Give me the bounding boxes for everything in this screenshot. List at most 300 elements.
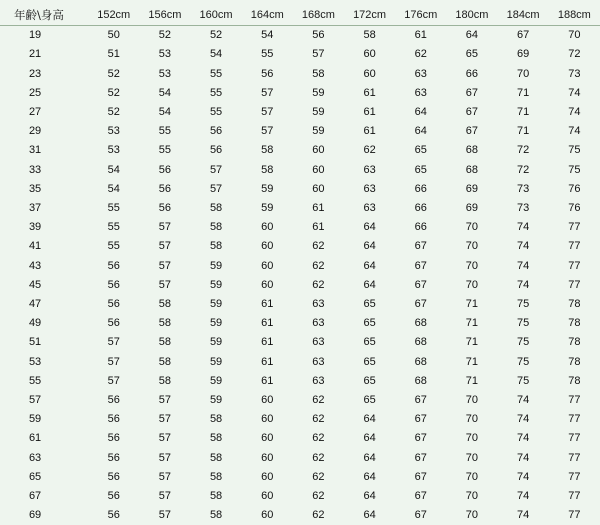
cell-24-6: 67 [414,490,427,503]
cell-17-5: 65 [363,355,376,368]
row-header-16: 51 [28,336,42,349]
cell-8-6: 66 [414,182,427,195]
column-header-2: 160cm [190,6,241,26]
cell-20-6: 67 [414,413,427,426]
cell-8-2: 57 [209,182,223,195]
cell-1-7: 65 [465,48,479,61]
cell-1-0: 51 [107,48,120,61]
cell-21-9: 77 [568,432,581,445]
cell-0-1: 52 [158,29,172,42]
cell-16-7: 71 [465,336,479,349]
cell-2-3: 56 [261,67,274,80]
table-row [0,141,600,160]
table-row [0,295,600,314]
column-header-6: 176cm [395,6,446,26]
cell-23-2: 58 [209,470,223,483]
cell-8-0: 54 [107,182,120,195]
cell-19-7: 70 [465,394,479,407]
cell-18-3: 61 [261,374,274,387]
cell-3-1: 54 [158,86,172,99]
cell-14-1: 58 [158,298,172,311]
cell-19-9: 77 [568,394,581,407]
cell-0-4: 56 [312,29,325,42]
row-header-20: 59 [28,413,42,426]
table-row [0,429,600,448]
cell-17-4: 63 [312,355,325,368]
header-row [0,6,600,26]
cell-14-4: 63 [312,298,325,311]
cell-14-3: 61 [261,298,274,311]
cell-7-8: 72 [516,163,530,176]
table-row [0,45,600,64]
cell-14-8: 75 [516,298,530,311]
cell-20-8: 74 [516,413,530,426]
cell-0-9: 70 [568,29,581,42]
table-row [0,391,600,410]
cell-16-4: 63 [312,336,325,349]
cell-14-2: 59 [209,298,223,311]
cell-25-8: 74 [516,509,530,522]
cell-18-7: 71 [465,374,479,387]
cell-7-4: 60 [312,163,325,176]
row-header-25: 69 [28,509,42,522]
cell-0-3: 54 [261,29,274,42]
cell-6-1: 55 [158,144,172,157]
row-header-23: 65 [28,470,42,483]
cell-6-2: 56 [209,144,223,157]
cell-17-6: 68 [414,355,427,368]
cell-17-2: 59 [209,355,223,368]
cell-25-1: 57 [158,509,172,522]
cell-7-9: 75 [568,163,581,176]
cell-6-6: 65 [414,144,427,157]
cell-10-8: 74 [516,221,530,234]
row-header-8: 35 [28,182,42,195]
cell-22-7: 70 [465,451,479,464]
cell-3-7: 67 [465,86,479,99]
cell-5-2: 56 [209,125,223,138]
cell-9-2: 58 [209,202,223,215]
cell-5-1: 55 [158,125,172,138]
cell-15-8: 75 [516,317,530,330]
cell-11-5: 64 [363,240,376,253]
cell-13-9: 77 [568,278,581,291]
cell-23-3: 60 [261,470,274,483]
cell-13-6: 67 [414,278,427,291]
cell-5-8: 71 [516,125,530,138]
cell-11-3: 60 [261,240,274,253]
cell-1-8: 69 [516,48,530,61]
cell-8-7: 69 [465,182,479,195]
cell-24-5: 64 [363,490,376,503]
cell-17-3: 61 [261,355,274,368]
cell-2-6: 63 [414,67,427,80]
cell-16-0: 57 [107,336,120,349]
cell-14-9: 78 [568,298,581,311]
cell-25-7: 70 [465,509,479,522]
cell-6-4: 60 [312,144,325,157]
cell-12-3: 60 [261,259,274,272]
cell-8-4: 60 [312,182,325,195]
cell-25-5: 64 [363,509,376,522]
cell-2-5: 60 [363,67,376,80]
cell-2-2: 55 [209,67,223,80]
cell-20-5: 64 [363,413,376,426]
cell-24-7: 70 [465,490,479,503]
cell-9-7: 69 [465,202,479,215]
cell-4-3: 57 [261,106,274,119]
cell-21-0: 56 [107,432,120,445]
table-row [0,468,600,487]
cell-11-8: 74 [516,240,530,253]
cell-24-1: 57 [158,490,172,503]
cell-8-9: 76 [568,182,581,195]
cell-12-6: 67 [414,259,427,272]
cell-7-0: 54 [107,163,120,176]
cell-15-3: 61 [261,317,274,330]
cell-10-9: 77 [568,221,581,234]
table-header [0,6,600,26]
cell-15-1: 58 [158,317,172,330]
cell-0-8: 67 [516,29,530,42]
cell-16-5: 65 [363,336,376,349]
cell-21-4: 62 [312,432,325,445]
cell-13-0: 56 [107,278,120,291]
table-row [0,372,600,391]
cell-22-1: 57 [158,451,172,464]
cell-4-0: 52 [107,106,120,119]
cell-11-0: 55 [107,240,120,253]
cell-7-5: 63 [363,163,376,176]
cell-23-8: 74 [516,470,530,483]
table-row [0,257,600,276]
cell-3-5: 61 [363,86,376,99]
cell-4-7: 67 [465,106,479,119]
cell-24-0: 56 [107,490,120,503]
cell-16-6: 68 [414,336,427,349]
cell-14-5: 65 [363,298,376,311]
row-header-6: 31 [28,144,42,157]
cell-12-9: 77 [568,259,581,272]
cell-5-6: 64 [414,125,427,138]
corner-header-age-height: 年齢\身高 [0,6,88,26]
cell-20-3: 60 [261,413,274,426]
cell-0-2: 52 [209,29,223,42]
cell-10-6: 66 [414,221,427,234]
cell-10-3: 60 [261,221,274,234]
table-row [0,122,600,141]
cell-21-7: 70 [465,432,479,445]
cell-22-3: 60 [261,451,274,464]
cell-11-7: 70 [465,240,479,253]
table-row [0,276,600,295]
cell-22-6: 67 [414,451,427,464]
height-age-weight-table [0,6,600,525]
cell-24-2: 58 [209,490,223,503]
cell-23-1: 57 [158,470,172,483]
cell-21-8: 74 [516,432,530,445]
cell-15-6: 68 [414,317,427,330]
column-header-1: 156cm [139,6,190,26]
cell-16-8: 75 [516,336,530,349]
cell-3-3: 57 [261,86,274,99]
cell-9-0: 55 [107,202,120,215]
cell-12-2: 59 [209,259,223,272]
cell-6-8: 72 [516,144,530,157]
cell-22-5: 64 [363,451,376,464]
cell-16-1: 58 [158,336,172,349]
cell-6-7: 68 [465,144,479,157]
table-row [0,506,600,525]
cell-2-9: 73 [568,67,581,80]
cell-12-0: 56 [107,259,120,272]
cell-22-8: 74 [516,451,530,464]
cell-15-2: 59 [209,317,223,330]
cell-25-3: 60 [261,509,274,522]
cell-7-7: 68 [465,163,479,176]
cell-11-4: 62 [312,240,325,253]
table-row [0,353,600,372]
cell-1-5: 60 [363,48,376,61]
column-header-5: 172cm [344,6,395,26]
cell-1-6: 62 [414,48,427,61]
row-header-9: 37 [28,202,42,215]
table-row [0,199,600,218]
cell-1-3: 55 [261,48,274,61]
cell-9-9: 76 [568,202,581,215]
cell-23-0: 56 [107,470,120,483]
cell-25-0: 56 [107,509,120,522]
cell-10-0: 55 [107,221,120,234]
row-header-14: 47 [28,298,42,311]
cell-19-1: 57 [158,394,172,407]
row-header-13: 45 [28,278,42,291]
cell-7-3: 58 [261,163,274,176]
row-header-15: 49 [28,317,42,330]
cell-1-2: 54 [209,48,223,61]
cell-23-5: 64 [363,470,376,483]
cell-23-6: 67 [414,470,427,483]
cell-22-9: 77 [568,451,581,464]
cell-15-0: 56 [107,317,120,330]
cell-11-6: 67 [414,240,427,253]
cell-22-2: 58 [209,451,223,464]
table-row [0,314,600,333]
row-header-17: 53 [28,355,42,368]
cell-16-9: 78 [568,336,581,349]
cell-18-1: 58 [158,374,172,387]
cell-6-3: 58 [261,144,274,157]
cell-7-2: 57 [209,163,223,176]
cell-18-8: 75 [516,374,530,387]
cell-2-8: 70 [516,67,530,80]
cell-9-6: 66 [414,202,427,215]
cell-10-5: 64 [363,221,376,234]
cell-3-2: 55 [209,86,223,99]
cell-24-9: 77 [568,490,581,503]
row-header-21: 61 [28,432,42,445]
cell-19-3: 60 [261,394,274,407]
row-header-5: 29 [28,125,42,138]
column-header-0: 152cm [88,6,139,26]
cell-11-1: 57 [158,240,172,253]
cell-22-0: 56 [107,451,120,464]
table-row [0,180,600,199]
row-header-2: 23 [28,67,42,80]
cell-20-4: 62 [312,413,325,426]
row-header-0: 19 [28,29,42,42]
cell-1-4: 57 [312,48,325,61]
row-header-24: 67 [28,490,42,503]
cell-3-0: 52 [107,86,120,99]
cell-11-9: 77 [568,240,581,253]
cell-23-4: 62 [312,470,325,483]
cell-19-8: 74 [516,394,530,407]
cell-6-5: 62 [363,144,376,157]
cell-19-0: 56 [107,394,120,407]
cell-18-6: 68 [414,374,427,387]
cell-3-4: 59 [312,86,325,99]
cell-5-4: 59 [312,125,325,138]
cell-17-1: 58 [158,355,172,368]
cell-23-9: 77 [568,470,581,483]
cell-0-5: 58 [363,29,376,42]
cell-13-5: 64 [363,278,376,291]
cell-0-6: 61 [414,29,427,42]
cell-5-0: 53 [107,125,120,138]
cell-18-0: 57 [107,374,120,387]
cell-21-6: 67 [414,432,427,445]
column-header-4: 168cm [293,6,344,26]
cell-0-0: 50 [107,29,120,42]
cell-4-1: 54 [158,106,172,119]
cell-13-1: 57 [158,278,172,291]
cell-18-9: 78 [568,374,581,387]
column-header-8: 184cm [498,6,549,26]
cell-9-1: 56 [158,202,172,215]
table-row [0,218,600,237]
row-header-22: 63 [28,451,42,464]
row-header-19: 57 [28,394,42,407]
cell-18-5: 65 [363,374,376,387]
cell-18-2: 59 [209,374,223,387]
cell-9-5: 63 [363,202,376,215]
table-row [0,161,600,180]
column-header-7: 180cm [446,6,497,26]
cell-17-7: 71 [465,355,479,368]
cell-12-5: 64 [363,259,376,272]
cell-14-7: 71 [465,298,479,311]
cell-2-0: 52 [107,67,120,80]
cell-21-1: 57 [158,432,172,445]
cell-11-2: 58 [209,240,223,253]
row-header-10: 39 [28,221,42,234]
cell-16-2: 59 [209,336,223,349]
cell-15-4: 63 [312,317,325,330]
cell-15-7: 71 [465,317,479,330]
cell-20-2: 58 [209,413,223,426]
cell-3-9: 74 [568,86,581,99]
cell-10-2: 58 [209,221,223,234]
cell-8-5: 63 [363,182,376,195]
table-row [0,26,600,46]
cell-19-2: 59 [209,394,223,407]
row-header-4: 27 [28,106,42,119]
cell-13-2: 59 [209,278,223,291]
cell-8-8: 73 [516,182,530,195]
cell-2-7: 66 [465,67,479,80]
cell-1-9: 72 [568,48,581,61]
cell-0-7: 64 [465,29,479,42]
table-row [0,333,600,352]
cell-4-4: 59 [312,106,325,119]
row-header-12: 43 [28,259,42,272]
cell-17-9: 78 [568,355,581,368]
cell-4-5: 61 [363,106,376,119]
row-header-1: 21 [28,48,42,61]
cell-19-4: 62 [312,394,325,407]
cell-9-4: 61 [312,202,325,215]
cell-20-0: 56 [107,413,120,426]
cell-13-7: 70 [465,278,479,291]
cell-2-4: 58 [312,67,325,80]
cell-9-8: 73 [516,202,530,215]
table-row [0,449,600,468]
table-body [0,26,600,525]
cell-4-2: 55 [209,106,223,119]
cell-25-9: 77 [568,509,581,522]
cell-4-8: 71 [516,106,530,119]
row-header-11: 41 [28,240,42,253]
cell-17-0: 57 [107,355,120,368]
cell-20-9: 77 [568,413,581,426]
row-header-18: 55 [28,374,42,387]
cell-21-5: 64 [363,432,376,445]
row-header-7: 33 [28,163,42,176]
column-header-9: 188cm [549,6,600,26]
cell-22-4: 62 [312,451,325,464]
cell-20-7: 70 [465,413,479,426]
cell-6-9: 75 [568,144,581,157]
cell-24-3: 60 [261,490,274,503]
cell-25-2: 58 [209,509,223,522]
cell-10-4: 61 [312,221,325,234]
cell-25-4: 62 [312,509,325,522]
cell-12-1: 57 [158,259,172,272]
cell-12-4: 62 [312,259,325,272]
table-row [0,103,600,122]
cell-13-3: 60 [261,278,274,291]
cell-14-0: 56 [107,298,120,311]
cell-5-5: 61 [363,125,376,138]
cell-3-8: 71 [516,86,530,99]
table-row [0,487,600,506]
cell-24-8: 74 [516,490,530,503]
cell-19-5: 65 [363,394,376,407]
cell-16-3: 61 [261,336,274,349]
column-header-3: 164cm [242,6,293,26]
cell-25-6: 67 [414,509,427,522]
cell-5-9: 74 [568,125,581,138]
cell-20-1: 57 [158,413,172,426]
cell-15-9: 78 [568,317,581,330]
table-row [0,410,600,429]
cell-4-6: 64 [414,106,427,119]
cell-12-7: 70 [465,259,479,272]
cell-21-3: 60 [261,432,274,445]
cell-21-2: 58 [209,432,223,445]
cell-7-6: 65 [414,163,427,176]
